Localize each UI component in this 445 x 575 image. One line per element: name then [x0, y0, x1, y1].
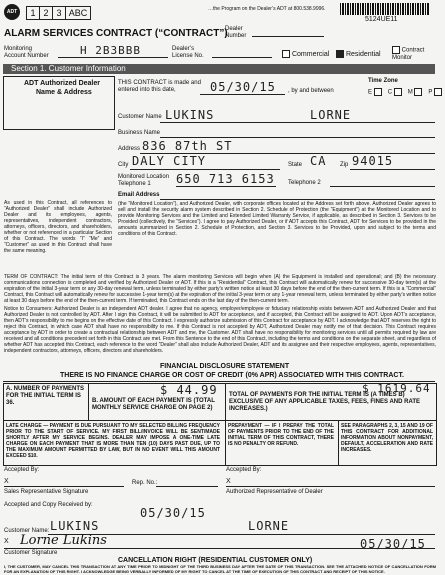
code-box-2: 2 [40, 6, 53, 20]
signature-date: 05/30/15 [360, 537, 426, 551]
customer-first-sig: LUKINS [50, 519, 100, 533]
adt-logo: ADT [4, 4, 20, 20]
tz-c[interactable]: C [388, 88, 402, 97]
payments-total-label: TOTAL OF PAYMENTS FOR THE INITIAL TERM IS (A TIMES B) EXCLUSIVE OF ANY APPLICABLE TAXES, FEES, FINES AND RATE INCREASES.) [229, 392, 421, 412]
customer-name-sig-label: Customer Name: [4, 528, 50, 534]
barcode [340, 3, 430, 15]
made-date: 05/30/15 [210, 80, 276, 94]
state-value: CA [310, 154, 327, 168]
prepay-text: PREPAYMENT — IF I PREPAY THE TOTAL OF PAYMENTS PRIOR TO THE END OF THE INITIAL TERM OF THIS CONTRACT, THERE IS NO PENALTY OR REFUND. [228, 423, 334, 447]
tz-e[interactable]: E [368, 88, 382, 97]
city-value: DALY CITY [132, 154, 207, 168]
time-zone-options[interactable] [368, 88, 442, 97]
contract-monitor-option[interactable] [392, 46, 436, 62]
tz-m[interactable]: M [408, 88, 423, 97]
payments-total-value: $ 1619.64 [362, 382, 431, 395]
time-zone-label: Time Zone [368, 78, 398, 84]
term-para: TERM OF CONTRACT: The initial term of this Contract is 3 years. The alarm monitoring Services will begin when (A) the Equipment is installed and operational; and (B) the necessary communications connection is completed and verified by Authorized Dealer or ADT. If this is a “Residential” Contract, this Contract will automatically renew for successive 30-day term(s) at the expiration of the initial 3-year term or any 30-day renewal term, unless terminated by either party’s written notice at least 30 days before the end of the then-current term. If this is a “Commercial” Contract, this Contract will automatically renew for successive 1-year term(s) at the expiration of the initial 3-year term or any 1-year renewal term, unless terminated by either party’s written notice at least 30 days before the end of the then-current term. If terminated, this Contract ends on the last day of the then-current term. [4, 274, 436, 304]
auth-rep-label: Authorized Representative of Dealer [226, 489, 323, 495]
address-value: 836 87th ST [142, 139, 233, 153]
late-charge-text: LATE CHARGE — PAYMENT IS DUE PURSUANT TO MY SELECTED BILLING FREQUENCY PRIOR TO THE START OF SERVICE. MY FIRST BILL/INVOICE WILL BE SENT/MADE SHORTLY AFTER MY SERVICE BEGINS. DEALER MAY IMPOSE A ONE-TIME LATE CHARGE ON EACH PAYMENT THAT IS MORE THAN TEN (10) DAYS PAST DUE, UP TO THE MAXIMUM AMOUNT PERMITTED BY LAW, BUT IN NO EVENT WILL THIS AMOUNT EXCEED $10. [6, 423, 220, 459]
x-mark-1: X [4, 478, 9, 485]
monitoring-label: Monitoring Account Number [4, 46, 49, 59]
state-label: State [288, 162, 303, 168]
by-between-label: , by and between [288, 88, 334, 94]
address-label: Address [118, 146, 141, 152]
zip-label: Zip [340, 162, 349, 168]
barcode-label: 5124UE11 [365, 16, 398, 23]
customer-signature-label: Customer Signature [4, 550, 58, 556]
code-box-1: 1 [26, 6, 40, 20]
sales-rep-label: Sales Representative Signature [4, 489, 89, 495]
notice-para: Notice to Consumers: Authorized Dealer is an independent ADT dealer. I agree that no agency, employer/employee or fiduciary relationship exists between ADT and Authorized Dealer and that Authorized Dealer is not controlled by ADT. After I sign this Contract, it will be submitted to ADT for acceptance, and if accepted, this Contract will be assigned to ADT. Upon ADT’s acceptance, then ADT’s responsibility to me begins on the effective date of this Contract. I expressly authorize submission of this Contract for acceptance by ADT. I acknowledge that ADT reserves the right to reject this Contract, in which case ADT shall have no responsibility to me. If this Contract is not accepted by ADT, Authorized Dealer may notify me of that decision. This Contract requires acceptance by ADT in order to create a contractual relationship between ADT and me, the Customer. ADT shall have no responsibility for monitoring services until all permits required by law are received and all conditions precedent set forth in this Contract are met. From this Sentence to the end of this Contract, including the terms and conditions on the separate sheet, and regardless of whether ADT has accepted this Contract, each reference to the word “Dealer” shall also include Authorized Dealer, ADT and its assignee and their respective employees, agents, representatives, independent contractors, attorneys, officers, directors and shareholders. [4, 306, 436, 354]
financial-title: FINANCIAL DISCLOSURE STATEMENT [160, 363, 290, 370]
left-definitions-para: As used in this Contract, all references to “Authorized Dealer” shall include Authorized Dealer and its employees, agents, representatives, independent contractors, attorneys, officers, directors, and shareholders, whether or not referenced in a particular Section of this Contract. The words “I” “Me” and “Customer” as used in this Contract shall have the same meaning. [4, 200, 112, 254]
copy-received-label: Accepted and Copy Received by: [4, 502, 93, 508]
cancellation-title: CANCELLATION RIGHT (RESIDENTIAL CUSTOMER ONLY) [118, 557, 313, 564]
residential-option[interactable] [336, 50, 381, 59]
payments-a-label: A. NUMBER OF PAYMENTS FOR THE INITIAL TERM IS 36. [6, 386, 85, 406]
zip-value: 94015 [352, 154, 394, 168]
monitoring-value: H 2B3BBB [80, 44, 141, 57]
x-mark-3: X [4, 538, 9, 545]
dealer-license-label: Dealer’s License No. [172, 46, 204, 59]
copy-date: 05/30/15 [140, 506, 206, 520]
code-box-4: ABC [66, 6, 91, 20]
commercial-option[interactable] [282, 50, 329, 59]
payments-b-value: $ 44.99 [160, 383, 218, 397]
no-finance-line: THERE IS NO FINANCE CHARGE OR COST OF CREDIT (0% APR) ASSOCIATED WITH THIS CONTRACT. [60, 372, 404, 379]
see-paragraphs-text: SEE PARAGRAPHS 2, 3, 15 AND 19 OF THIS CONTRACT FOR ADDITIONAL INFORMATION ABOUT NONPAYMENT, DEFAULT, ACCELERATION AND RATE INCREASES. [341, 423, 433, 453]
customer-signature-scrawl: Lorne Lukins [20, 533, 107, 548]
cancellation-text: I, THE CUSTOMER, MAY CANCEL THIS TRANSACTION AT ANY TIME PRIOR TO MIDNIGHT OF THE THIRD BUSINESS DAY AFTER THE DATE OF THIS TRANSACTION. SEE THE ATTACHED NOTICE OF CANCELLATION FORM FOR AN EXPLANATION OF THIS RIGHT. I ACKNOWLEDGE BEING VERBALLY INFORMED OF MY RIGHT TO CANCEL AT THE TIME OF EXECUTION OF THIS CONTRACT AND RECEIPT OF THIS NOTICE. [4, 564, 436, 574]
made-label: THIS CONTRACT is made and entered into this date, [118, 80, 201, 93]
email-label: Email Address [118, 192, 160, 198]
commercial-checkbox[interactable] [282, 50, 290, 58]
customer-last: LORNE [310, 108, 352, 122]
contract-title: ALARM SERVICES CONTRACT (“CONTRACT”) [4, 28, 228, 39]
payments-b-label: B. AMOUNT OF EACH PAYMENT IS (TOTAL MONTHLY SERVICE CHARGE ON PAGE 2) [92, 398, 215, 411]
section1-header: Section 1. Customer Information [3, 64, 435, 74]
x-mark-2: X [226, 478, 231, 485]
customer-first: LUKINS [165, 108, 215, 122]
rep-no-label: Rep. No.: [132, 480, 158, 486]
contract-monitor-label: Contract Monitor [392, 47, 425, 61]
code-boxes [26, 6, 91, 20]
contract-monitor-checkbox[interactable] [392, 46, 400, 54]
business-name-label: Business Name [118, 130, 161, 136]
dealer-number-label: Dealer Number [225, 26, 247, 39]
monitored-label: Monitored Location Telephone 1 [118, 174, 170, 187]
commercial-label: Commercial [291, 50, 330, 58]
residential-checkbox[interactable] [336, 50, 344, 58]
adt-dealer-label-2: Name & Address [36, 89, 92, 96]
customer-name-label: Customer Name [118, 114, 162, 120]
telephone2-label: Telephone 2 [288, 180, 321, 186]
tz-p[interactable]: P [428, 88, 442, 97]
code-box-3: 3 [53, 6, 66, 20]
phone-value: 650 713 6153 [176, 172, 275, 186]
adt-dealer-label: ADT Authorized Dealer [24, 80, 100, 87]
right-location-para: (the “Monitored Location”), and Authorized Dealer, with corporate offices located at the Address set forth above. Authorized Dealer agrees to sell and install the security alarm system described in Section 2. Schedule of Protection (the “Equipment”) at the Monitored Location and to provide Monitoring Services and the Limited and Extended Limited Warranty Service, if applicable, as described in Section 3. Services to be Provided (collectively, the “Services”). I agree to pay Authorized Dealer, or if ADT accepts this Contract, ADT for Services to be provided in the amounts summarized in Section 2. Schedule of Protection, and Section 3. Services to be Provided, upon and subject to the terms and conditions of this Contract. [118, 201, 436, 237]
accepted-by-right: Accepted By: [226, 467, 262, 473]
accepted-by-left: Accepted By: [4, 467, 40, 473]
residential-label: Residential [345, 50, 381, 58]
city-label: City [118, 162, 129, 168]
header-notice: …the Program on the Dealer’s ADT at 800.538.9996. [208, 6, 326, 12]
customer-last-sig: LORNE [248, 519, 290, 533]
